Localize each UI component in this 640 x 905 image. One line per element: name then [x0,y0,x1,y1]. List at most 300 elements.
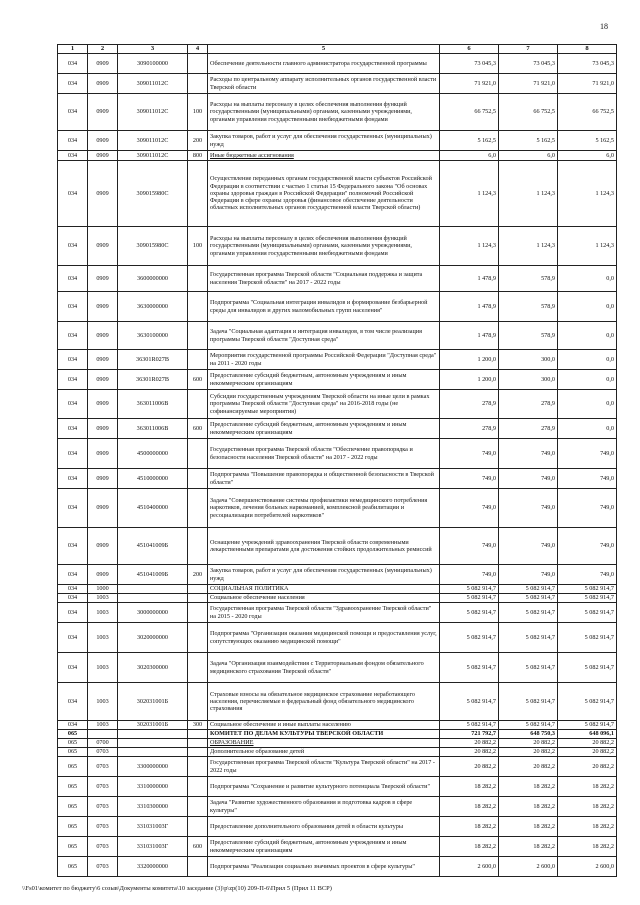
budget-code-cell: 065 [58,797,88,817]
expense-type-cell [188,603,208,623]
section-code-cell: 0909 [88,131,118,151]
table-row [58,623,617,653]
expense-name-cell: Мероприятия государственной программы Российской Федерации "Доступная среда" на 2011 - 2020 годы [208,350,440,370]
target-article-cell: 309011012С [118,151,188,161]
amount-year2-cell: 20 882,2 [499,739,558,748]
section-code-cell: 0703 [88,777,118,797]
amount-year1-cell: 749,0 [440,489,499,528]
expense-name-cell: Государственная программа Тверской области "Социальная поддержка и защита населения Тверской области" на 2017 - 2022 годы [208,266,440,292]
amount-year3-cell: 5 082 914,7 [558,653,617,683]
amount-year2-cell: 5 082 914,7 [499,683,558,721]
amount-year3-cell: 5 082 914,7 [558,683,617,721]
expense-name-cell: Субсидии государственным учреждениям Тверской области на иные цели в рамках программы Тверской области "Доступная среда" на 2016-2018 годы (не софинансируемые мероприятия) [208,390,440,419]
target-article-cell: 36301R027В [118,350,188,370]
amount-year1-cell: 1 124,3 [440,227,499,266]
expense-name-cell: Задача "Совершенствование системы профилактики немедицинского потребления наркотиков, лечения больных наркоманией, комплексной реабилитации и ресоциализации потребителей наркотиков" [208,489,440,528]
expense-type-cell [188,350,208,370]
expense-name-cell: Подпрограмма "Реализация социально значимых проектов в сфере культуры" [208,857,440,877]
table-row [58,94,617,131]
target-article-cell [118,748,188,757]
table-row [58,817,617,837]
amount-year1-cell: 6,0 [440,151,499,161]
amount-year1-cell: 18 282,2 [440,837,499,857]
amount-year3-cell: 73 045,3 [558,54,617,74]
target-article-cell: 363011006В [118,419,188,439]
target-article-cell: 302031001Б [118,683,188,721]
table-row [58,292,617,322]
table-row [58,350,617,370]
target-article-cell: 331031003Г [118,837,188,857]
section-code-cell: 1003 [88,721,118,730]
budget-code-cell: 065 [58,748,88,757]
budget-code-cell: 034 [58,350,88,370]
section-code-cell: 0703 [88,757,118,777]
table-row [58,777,617,797]
expense-type-cell [188,757,208,777]
amount-year3-cell: 749,0 [558,469,617,489]
amount-year1-cell: 66 752,5 [440,94,499,131]
budget-code-cell: 034 [58,565,88,585]
expense-name-cell: Государственная программа Тверской области "Обеспечение правопорядка и безопасности населения Тверской области" на 2017 - 2022 годы [208,439,440,469]
expense-type-cell: 100 [188,227,208,266]
amount-year1-cell: 749,0 [440,528,499,565]
amount-year1-cell: 1 200,0 [440,350,499,370]
expense-type-cell [188,683,208,721]
amount-year1-cell: 5 082 914,7 [440,603,499,623]
amount-year1-cell: 20 882,2 [440,748,499,757]
section-code-cell: 1003 [88,603,118,623]
page-number: 18 [600,22,608,31]
amount-year3-cell: 749,0 [558,528,617,565]
expense-name-cell: Подпрограмма "Повышение правопорядка и общественной безопасности в Тверской области" [208,469,440,489]
table-row [58,528,617,565]
section-code-cell: 0700 [88,739,118,748]
expense-name-cell: Предоставление дополнительного образования детей в области культуры [208,817,440,837]
amount-year1-cell: 278,9 [440,419,499,439]
amount-year2-cell: 578,9 [499,292,558,322]
expense-type-cell [188,748,208,757]
section-code-cell: 0703 [88,748,118,757]
budget-code-cell: 034 [58,419,88,439]
amount-year2-cell: 73 045,3 [499,54,558,74]
amount-year3-cell: 0,0 [558,370,617,390]
amount-year3-cell: 5 082 914,7 [558,594,617,603]
amount-year3-cell: 749,0 [558,489,617,528]
expense-type-cell [188,161,208,227]
target-article-cell: 331031003Г [118,817,188,837]
table-row [58,266,617,292]
table-row [58,585,617,594]
target-article-cell: 4510000000 [118,469,188,489]
budget-code-cell: 034 [58,585,88,594]
amount-year1-cell: 71 921,0 [440,74,499,94]
target-article-cell: 3020000000 [118,623,188,653]
target-article-cell: 4510400000 [118,489,188,528]
expense-type-cell [188,469,208,489]
expense-type-cell: 600 [188,837,208,857]
target-article-cell: 3630000000 [118,292,188,322]
expense-type-cell [188,390,208,419]
target-article-cell: 3020300000 [118,653,188,683]
section-code-cell: 0703 [88,837,118,857]
expense-name-cell: Задача "Организация взаимодействия с Территориальным фондом обязательного медицинского страхования Тверской области" [208,653,440,683]
amount-year1-cell: 5 082 914,7 [440,683,499,721]
section-code-cell: 0703 [88,817,118,837]
amount-year2-cell: 18 282,2 [499,797,558,817]
target-article-cell: 4500000000 [118,439,188,469]
amount-year3-cell: 0,0 [558,292,617,322]
expense-name-cell: ОБРАЗОВАНИЕ [208,739,440,748]
table-row [58,594,617,603]
target-article-cell: 3090100000 [118,54,188,74]
amount-year3-cell: 71 921,0 [558,74,617,94]
budget-code-cell: 065 [58,817,88,837]
expense-type-cell [188,739,208,748]
expense-type-cell: 200 [188,131,208,151]
section-code-cell: 1003 [88,683,118,721]
expense-type-cell [188,489,208,528]
section-code-cell: 0909 [88,439,118,469]
expense-name-cell: Задача "Социальная адаптация и интеграция инвалидов, в том числе реализация программы Тверской области "Доступная среда" [208,322,440,350]
expense-type-cell: 300 [188,721,208,730]
budget-code-cell: 034 [58,528,88,565]
amount-year1-cell: 5 082 914,7 [440,623,499,653]
expense-type-cell [188,730,208,739]
amount-year1-cell: 1 478,9 [440,292,499,322]
table-row [58,54,617,74]
expense-type-cell [188,594,208,603]
amount-year2-cell: 749,0 [499,489,558,528]
section-code-cell: 0909 [88,151,118,161]
amount-year3-cell: 18 282,2 [558,797,617,817]
budget-code-cell: 034 [58,439,88,469]
expense-type-cell [188,292,208,322]
header-cell: 3 [118,45,188,54]
expense-type-cell [188,439,208,469]
expense-type-cell [188,74,208,94]
amount-year3-cell: 66 752,5 [558,94,617,131]
amount-year1-cell: 20 882,2 [440,739,499,748]
expense-type-cell: 800 [188,151,208,161]
expense-type-cell [188,797,208,817]
budget-code-cell: 034 [58,603,88,623]
expense-type-cell: 600 [188,419,208,439]
footer-path: \\Fs01\комитет по бюджету\6 созыв\Документы комитета\10 заседание (3)\р\zp(10) 209-П-6\Прил 5 (Прил 11 ВСР) [22,885,332,892]
amount-year2-cell: 749,0 [499,565,558,585]
target-article-cell: 451041009Б [118,565,188,585]
table-row [58,748,617,757]
expense-type-cell: 100 [188,94,208,131]
budget-code-cell: 034 [58,161,88,227]
budget-code-cell: 065 [58,857,88,877]
table-row [58,439,617,469]
budget-code-cell: 065 [58,739,88,748]
amount-year2-cell: 578,9 [499,266,558,292]
amount-year1-cell: 1 200,0 [440,370,499,390]
header-cell: 2 [88,45,118,54]
header-cell: 4 [188,45,208,54]
amount-year2-cell: 6,0 [499,151,558,161]
amount-year3-cell: 20 882,2 [558,739,617,748]
target-article-cell [118,585,188,594]
amount-year2-cell: 18 282,2 [499,817,558,837]
amount-year1-cell: 5 082 914,7 [440,721,499,730]
target-article-cell [118,730,188,739]
expense-name-cell: Расходы на выплаты персоналу в целях обеспечения выполнения функций государственными (муниципальными) органами, казенными учреждениями, органами управления государственными внебюджетными фондами [208,227,440,266]
budget-code-cell: 065 [58,837,88,857]
amount-year2-cell: 5 082 914,7 [499,721,558,730]
budget-code-cell: 034 [58,131,88,151]
amount-year2-cell: 5 082 914,7 [499,653,558,683]
budget-code-cell: 065 [58,777,88,797]
expense-name-cell: Иные бюджетные ассигнования [208,151,440,161]
expense-type-cell [188,817,208,837]
target-article-cell: 3000000000 [118,603,188,623]
expense-name-cell: Предоставление субсидий бюджетным, автономным учреждениям и иным некоммерческим организациям [208,370,440,390]
header-cell: 1 [58,45,88,54]
amount-year2-cell: 18 282,2 [499,777,558,797]
budget-code-cell: 034 [58,54,88,74]
amount-year3-cell: 749,0 [558,565,617,585]
section-code-cell: 0909 [88,419,118,439]
amount-year1-cell: 5 082 914,7 [440,594,499,603]
amount-year1-cell: 18 282,2 [440,777,499,797]
expense-name-cell: Расходы по центральному аппарату исполнительных органов государственной власти Тверской области [208,74,440,94]
expense-type-cell [188,54,208,74]
target-article-cell: 309011012С [118,131,188,151]
amount-year3-cell: 0,0 [558,266,617,292]
table-row [58,419,617,439]
expense-name-cell: Закупка товаров, работ и услуг для обеспечения государственных (муниципальных) нужд [208,131,440,151]
amount-year3-cell: 5 162,5 [558,131,617,151]
section-code-cell: 1003 [88,653,118,683]
budget-code-cell: 034 [58,623,88,653]
amount-year2-cell: 648 750,3 [499,730,558,739]
amount-year1-cell: 73 045,3 [440,54,499,74]
target-article-cell: 309011012С [118,74,188,94]
amount-year2-cell: 5 082 914,7 [499,623,558,653]
target-article-cell: 3320000000 [118,857,188,877]
table-header-row [58,45,617,54]
section-code-cell: 1003 [88,594,118,603]
target-article-cell: 451041009Б [118,528,188,565]
amount-year3-cell: 0,0 [558,390,617,419]
table-row [58,469,617,489]
amount-year1-cell: 1 478,9 [440,322,499,350]
section-code-cell: 0909 [88,54,118,74]
amount-year2-cell: 749,0 [499,528,558,565]
table-row [58,565,617,585]
target-article-cell: 3630100000 [118,322,188,350]
expense-name-cell: Социальное обеспечение населения [208,594,440,603]
budget-table [57,44,617,877]
table-row [58,390,617,419]
table-row [58,151,617,161]
table-row [58,74,617,94]
amount-year2-cell: 2 600,0 [499,857,558,877]
budget-code-cell: 065 [58,757,88,777]
table-row [58,837,617,857]
expense-name-cell: Закупка товаров, работ и услуг для обеспечения государственных (муниципальных) нужд [208,565,440,585]
target-article-cell: 36301R027В [118,370,188,390]
amount-year2-cell: 66 752,5 [499,94,558,131]
section-code-cell: 0703 [88,857,118,877]
table-row [58,603,617,623]
amount-year2-cell: 5 082 914,7 [499,585,558,594]
amount-year1-cell: 721 792,7 [440,730,499,739]
budget-code-cell: 034 [58,322,88,350]
section-code-cell: 0909 [88,161,118,227]
expense-name-cell: Предоставление субсидий бюджетным, автономным учреждениям и иным некоммерческим организациям [208,419,440,439]
table-row [58,730,617,739]
amount-year3-cell: 1 124,3 [558,161,617,227]
amount-year1-cell: 749,0 [440,565,499,585]
amount-year2-cell: 300,0 [499,350,558,370]
table-row [58,322,617,350]
amount-year3-cell: 749,0 [558,439,617,469]
target-article-cell: 302031001Б [118,721,188,730]
amount-year3-cell: 0,0 [558,350,617,370]
expense-type-cell [188,585,208,594]
expense-name-cell: Обеспечение деятельности главного администратора государственной программы [208,54,440,74]
header-cell: 5 [208,45,440,54]
amount-year2-cell: 278,9 [499,390,558,419]
budget-code-cell: 034 [58,227,88,266]
amount-year3-cell: 18 282,2 [558,837,617,857]
budget-code-cell: 034 [58,74,88,94]
amount-year2-cell: 278,9 [499,419,558,439]
expense-type-cell [188,528,208,565]
table-row [58,797,617,817]
budget-code-cell: 065 [58,730,88,739]
amount-year2-cell: 20 882,2 [499,757,558,777]
amount-year2-cell: 71 921,0 [499,74,558,94]
table-row [58,721,617,730]
budget-code-cell: 034 [58,94,88,131]
amount-year3-cell: 20 882,2 [558,748,617,757]
target-article-cell: 309015980С [118,227,188,266]
amount-year3-cell: 0,0 [558,419,617,439]
amount-year2-cell: 300,0 [499,370,558,390]
target-article-cell [118,739,188,748]
section-code-cell: 0909 [88,565,118,585]
expense-name-cell: КОМИТЕТ ПО ДЕЛАМ КУЛЬТУРЫ ТВЕРСКОЙ ОБЛАСТИ [208,730,440,739]
amount-year1-cell: 20 882,2 [440,757,499,777]
budget-code-cell: 034 [58,721,88,730]
amount-year3-cell: 2 600,0 [558,857,617,877]
amount-year1-cell: 5 082 914,7 [440,585,499,594]
table-row [58,757,617,777]
expense-type-cell [188,857,208,877]
amount-year3-cell: 5 082 914,7 [558,603,617,623]
section-code-cell: 0909 [88,489,118,528]
section-code-cell: 0703 [88,797,118,817]
section-code-cell: 0909 [88,292,118,322]
expense-name-cell: Задача "Развитие художественного образования и подготовка кадров в сфере культуры" [208,797,440,817]
amount-year3-cell: 5 082 914,7 [558,721,617,730]
amount-year1-cell: 278,9 [440,390,499,419]
target-article-cell: 363011006В [118,390,188,419]
section-code-cell: 1003 [88,623,118,653]
expense-name-cell: Государственная программа Тверской области "Здравоохранение Тверской области" на 2015 - 2020 годы [208,603,440,623]
expense-name-cell: Расходы на выплаты персоналу в целях обеспечения выполнения функций государственными (муниципальными) органами, казенными учреждениями, органами управления государственными внебюджетными фондами [208,94,440,131]
header-cell: 8 [558,45,617,54]
budget-code-cell: 034 [58,653,88,683]
section-code-cell [88,730,118,739]
expense-type-cell [188,623,208,653]
expense-type-cell [188,266,208,292]
amount-year3-cell: 18 282,2 [558,777,617,797]
amount-year3-cell: 648 096,1 [558,730,617,739]
table-row [58,370,617,390]
expense-name-cell: СОЦИАЛЬНАЯ ПОЛИТИКА [208,585,440,594]
expense-name-cell: Оснащение учреждений здравоохранения Тверской области современными лекарственными препаратами для достижения стойких продолжительных ремиссий [208,528,440,565]
section-code-cell: 0909 [88,227,118,266]
expense-type-cell [188,777,208,797]
table-row [58,161,617,227]
budget-code-cell: 034 [58,683,88,721]
amount-year2-cell: 1 124,3 [499,161,558,227]
table-row [58,739,617,748]
amount-year3-cell: 6,0 [558,151,617,161]
amount-year2-cell: 18 282,2 [499,837,558,857]
amount-year1-cell: 18 282,2 [440,817,499,837]
table-row [58,857,617,877]
target-article-cell: 3300000000 [118,757,188,777]
amount-year3-cell: 20 882,2 [558,757,617,777]
section-code-cell: 1000 [88,585,118,594]
expense-type-cell: 600 [188,370,208,390]
amount-year2-cell: 749,0 [499,439,558,469]
budget-code-cell: 034 [58,594,88,603]
budget-code-cell: 034 [58,469,88,489]
expense-name-cell: Предоставление субсидий бюджетным, автономным учреждениям и иным некоммерческим организациям [208,837,440,857]
budget-code-cell: 034 [58,292,88,322]
target-article-cell: 3310300000 [118,797,188,817]
expense-name-cell: Социальное обеспечение и иные выплаты населению [208,721,440,730]
amount-year1-cell: 2 600,0 [440,857,499,877]
amount-year1-cell: 1 478,9 [440,266,499,292]
expense-type-cell [188,653,208,683]
header-cell: 7 [499,45,558,54]
expense-type-cell: 200 [188,565,208,585]
section-code-cell: 0909 [88,350,118,370]
expense-name-cell: Государственная программа Тверской области "Культура Тверской области" на 2017 - 2022 годы [208,757,440,777]
section-code-cell: 0909 [88,94,118,131]
expense-name-cell: Страховые взносы на обязательное медицинское страхование неработающего населения, перечисляемые в федеральный фонд обязательного медицинского страхования [208,683,440,721]
table-row [58,489,617,528]
table-row [58,227,617,266]
amount-year2-cell: 5 082 914,7 [499,594,558,603]
header-cell: 6 [440,45,499,54]
table-row [58,131,617,151]
amount-year2-cell: 20 882,2 [499,748,558,757]
section-code-cell: 0909 [88,74,118,94]
amount-year3-cell: 18 282,2 [558,817,617,837]
expense-name-cell: Подпрограмма "Организация оказания медицинской помощи и предоставления услуг, сопутствующих оказанию медицинской помощи" [208,623,440,653]
section-code-cell: 0909 [88,390,118,419]
target-article-cell [118,594,188,603]
amount-year1-cell: 749,0 [440,469,499,489]
budget-code-cell: 034 [58,266,88,292]
expense-name-cell: Подпрограмма "Сохранение и развитие культурного потенциала Тверской области" [208,777,440,797]
amount-year1-cell: 5 162,5 [440,131,499,151]
target-article-cell: 3310000000 [118,777,188,797]
target-article-cell: 3600000000 [118,266,188,292]
amount-year3-cell: 5 082 914,7 [558,585,617,594]
table-row [58,683,617,721]
amount-year2-cell: 5 082 914,7 [499,603,558,623]
